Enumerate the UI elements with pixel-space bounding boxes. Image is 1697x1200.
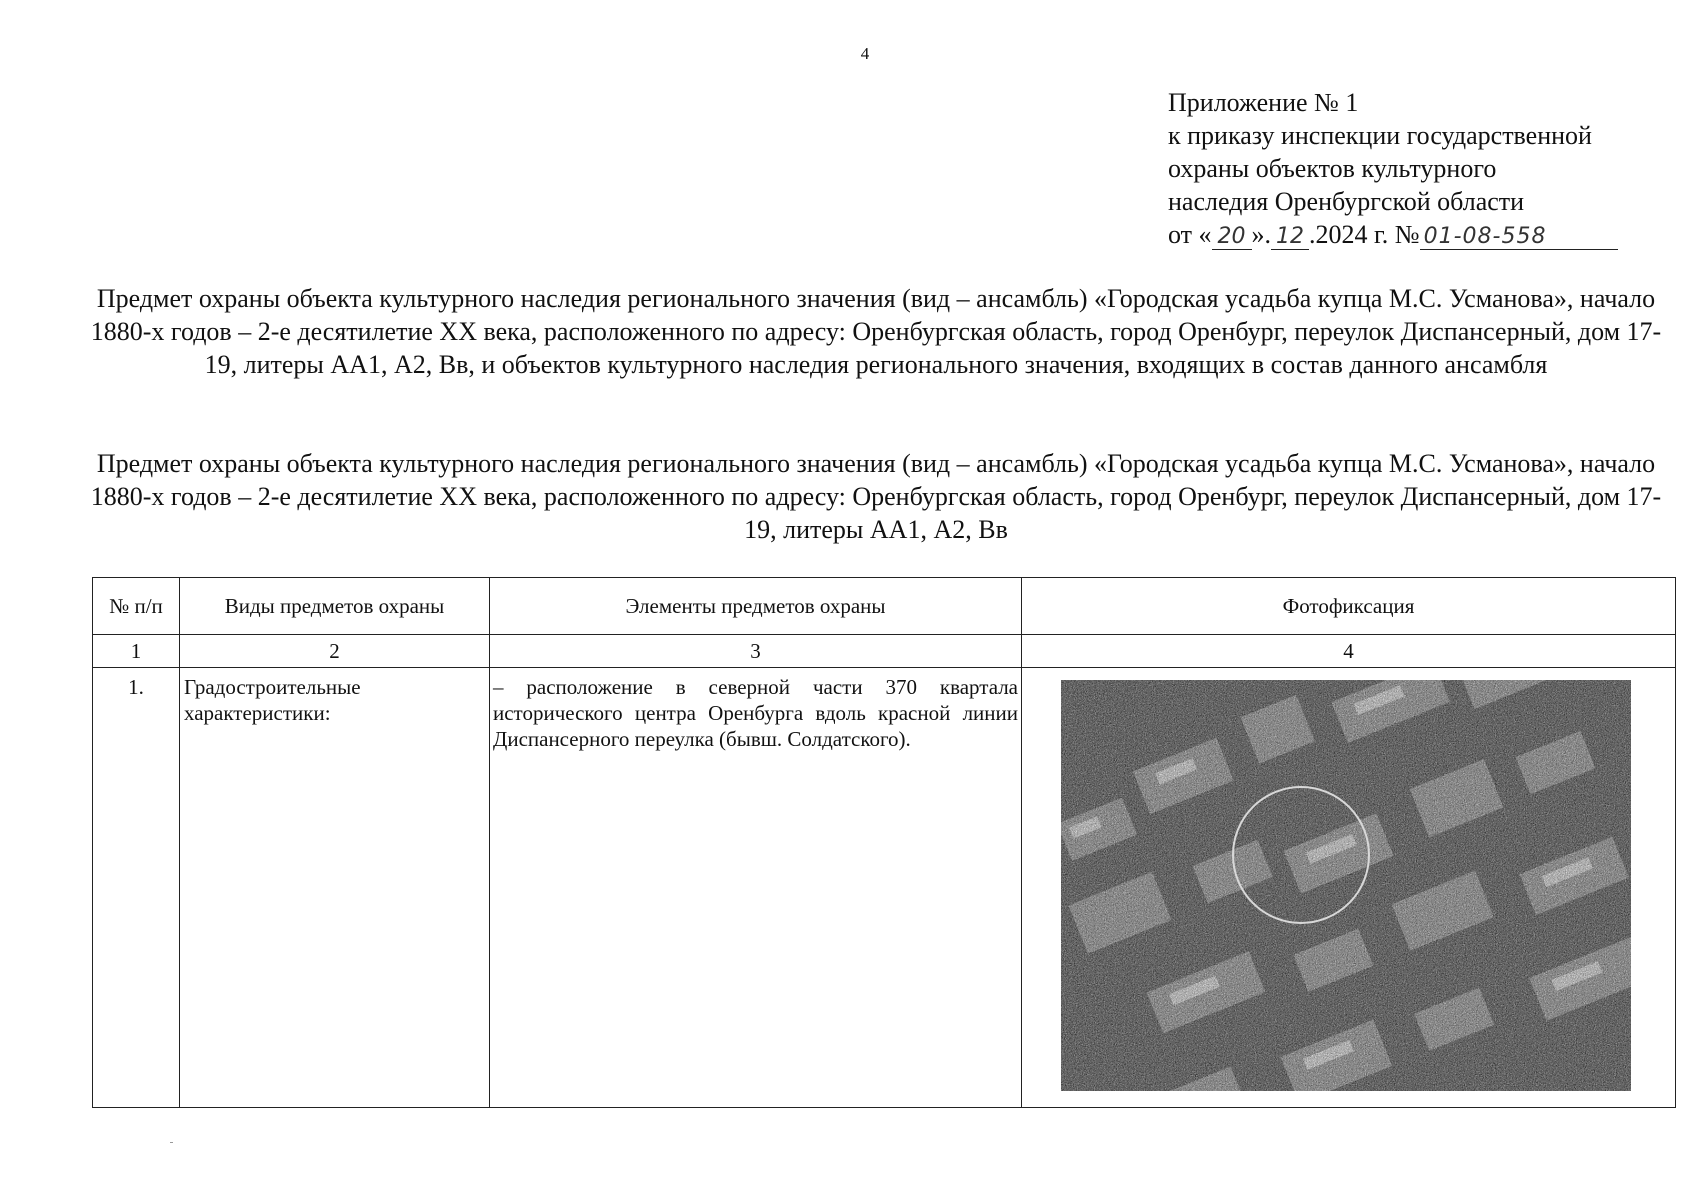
column-number: 4 (1022, 635, 1676, 668)
appendix-line: охраны объектов культурного (1168, 154, 1497, 183)
scan-artifact (170, 1142, 173, 1143)
row-number: 1. (93, 668, 180, 1108)
column-number: 3 (490, 635, 1022, 668)
column-number: 1 (93, 635, 180, 668)
aerial-photo (1061, 680, 1631, 1091)
appendix-block (1168, 86, 1688, 251)
header-types: Виды предметов охраны (180, 578, 490, 635)
protection-type: Градостроительные характеристики: (180, 668, 490, 1108)
header-number: № п/п (93, 578, 180, 635)
date-year: .2024 г. № (1309, 220, 1420, 249)
handwritten-order-number: 01-08-558 (1420, 225, 1618, 250)
header-elements: Элементы предметов охраны (490, 578, 1022, 635)
table-row (93, 668, 1676, 1108)
date-prefix: от « (1168, 220, 1212, 249)
ensemble-subheading: Предмет охраны объекта культурного наследия регионального значения (вид – ансамбль) «Городская усадьба купца М.С. Усманова», начало 1880-х годов – 2-е десятилетие XX века, расположенного по адресу: Оренбургская область, город Оренбург, переулок Диспансерный, дом 17-19, литеры АА1, А2, Вв (90, 449, 1662, 544)
appendix-date-line (1168, 218, 1688, 251)
column-number: 2 (180, 635, 490, 668)
photo-cell (1022, 668, 1676, 1108)
appendix-line: наследия Оренбургской области (1168, 187, 1525, 216)
protection-elements: – расположение в северной части 370 квартала исторического центра Оренбурга вдоль красной линии Диспансерного переулка (бывш. Солдатского). (490, 668, 1022, 1108)
header-photo: Фотофиксация (1022, 578, 1676, 635)
appendix-title: Приложение № 1 (1168, 88, 1359, 117)
column-number-row (93, 635, 1676, 668)
protection-table (92, 577, 1676, 1108)
date-day-close: ». (1251, 220, 1272, 249)
handwritten-month: 12 (1271, 225, 1309, 250)
appendix-line: к приказу инспекции государственной (1168, 121, 1592, 150)
page-number: 4 (860, 44, 870, 63)
document-heading: Предмет охраны объекта культурного наследия регионального значения (вид – ансамбль) «Городская усадьба купца М.С. Усманова», начало 1880-х годов – 2-е десятилетие XX века, расположенного по адресу: Оренбургская область, город Оренбург, переулок Диспансерный, дом 17-19, литеры АА1, А2, Вв, и объектов культурного наследия регионального значения, входящих в состав данного ансамбля (90, 284, 1662, 379)
table-header-row (93, 578, 1676, 635)
handwritten-day: 20 (1212, 225, 1252, 250)
